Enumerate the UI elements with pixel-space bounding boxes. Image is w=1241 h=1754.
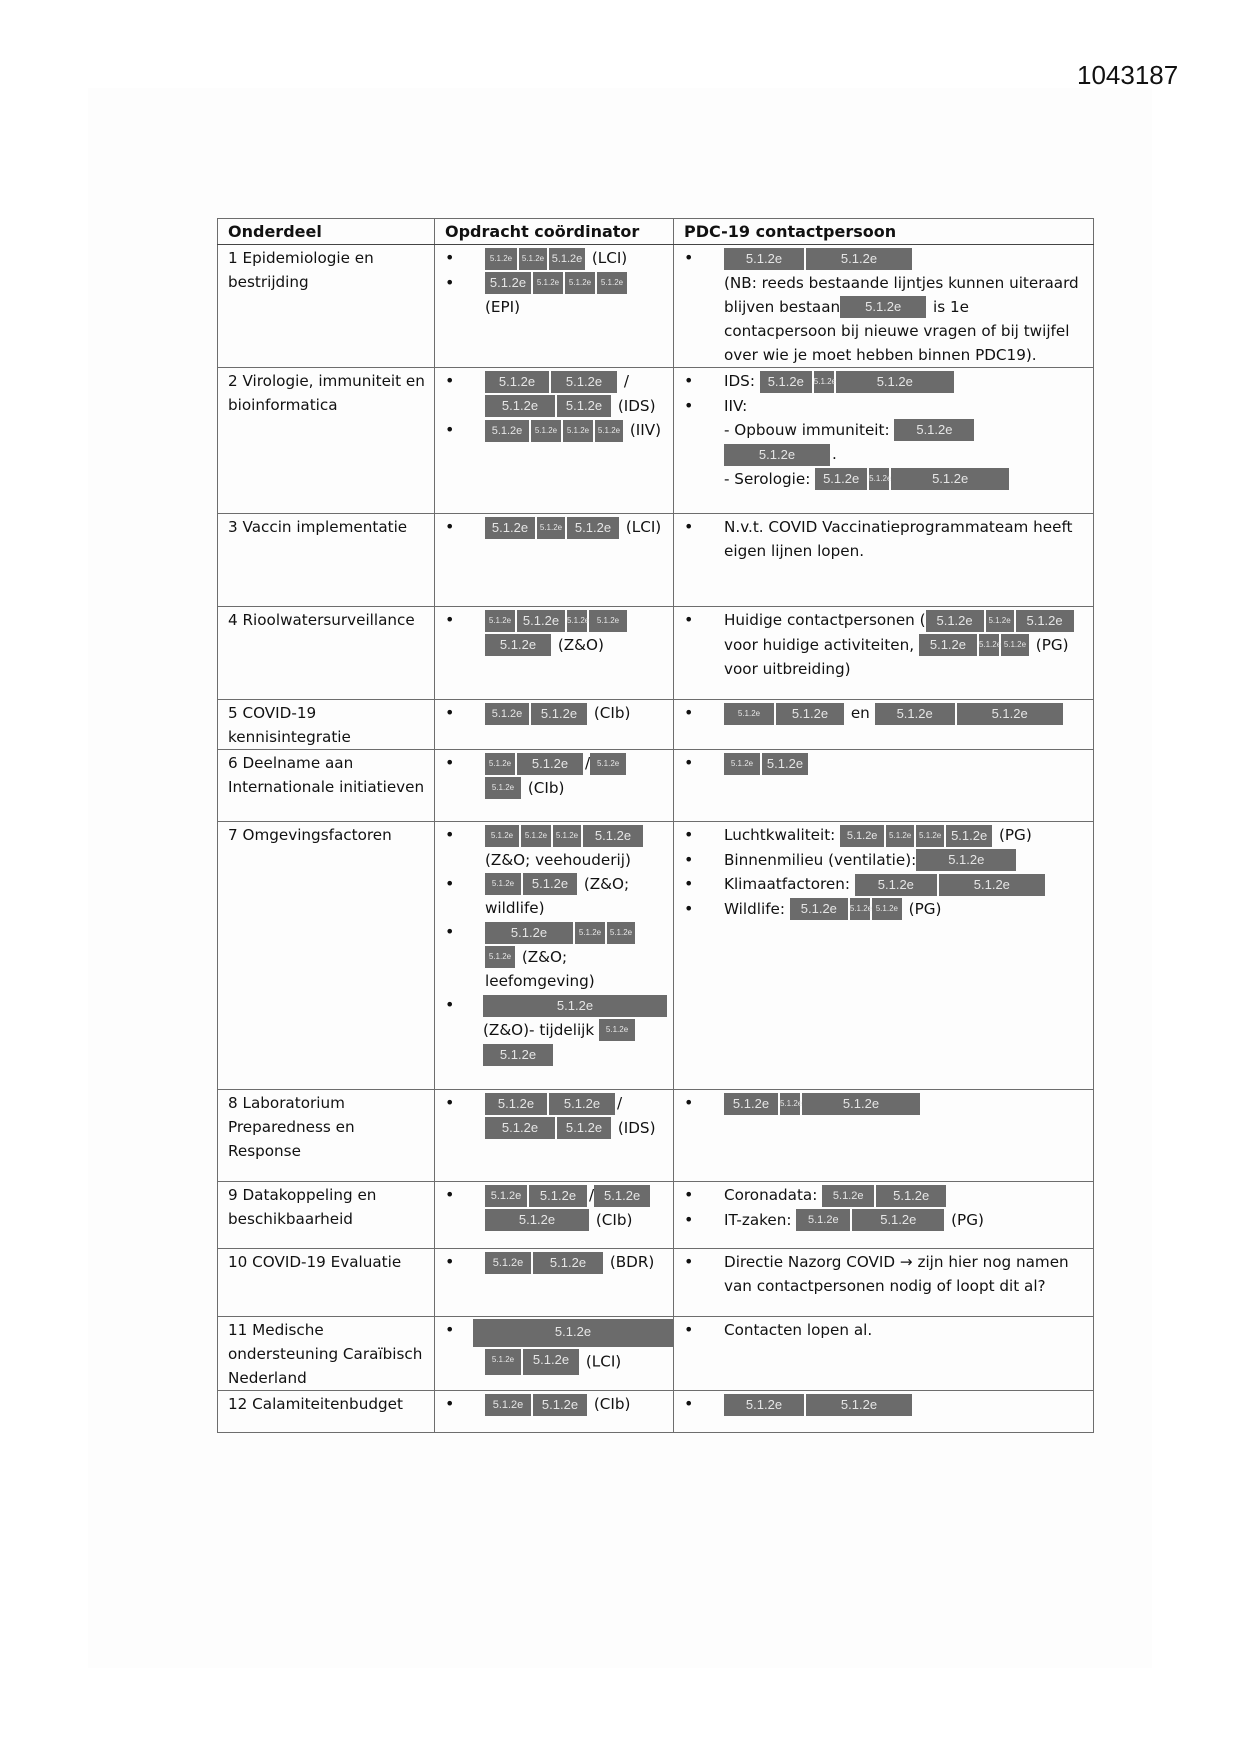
redaction: 5.1.2e xyxy=(565,272,595,294)
redaction: 5.1.2e xyxy=(855,874,937,896)
list-item xyxy=(684,701,1085,726)
table-row xyxy=(218,514,1094,607)
cell-opdracht xyxy=(435,1090,674,1182)
unit-label: (LCI) xyxy=(625,518,662,536)
cell-opdracht xyxy=(435,514,674,607)
redaction: 5.1.2e xyxy=(724,753,760,775)
unit-label: (EPI) xyxy=(485,298,521,316)
cell-pdc xyxy=(674,1249,1094,1317)
label: Wildlife: xyxy=(724,899,786,918)
table-row xyxy=(218,1090,1094,1182)
redaction: 5.1.2e xyxy=(796,1209,850,1231)
unit-label: (PG) xyxy=(908,899,942,918)
list-item xyxy=(445,872,665,921)
redaction: 5.1.2e xyxy=(485,777,521,799)
cell-opdracht xyxy=(435,368,674,514)
list-item xyxy=(445,993,665,1067)
redaction: 5.1.2e xyxy=(939,874,1045,896)
unit-label: (IDS) xyxy=(617,396,656,415)
cell-onderdeel: 4 Rioolwatersurveillance xyxy=(218,607,435,700)
redaction: 5.1.2e xyxy=(485,825,519,847)
redaction: 5.1.2e xyxy=(485,1209,589,1231)
list-item xyxy=(684,872,1085,897)
redaction: 5.1.2e xyxy=(485,1093,547,1115)
redaction: 5.1.2e xyxy=(485,371,549,393)
redaction: 5.1.2e xyxy=(891,468,1009,490)
cell-onderdeel: 3 Vaccin implementatie xyxy=(218,514,435,607)
redaction: 5.1.2e xyxy=(533,1252,603,1274)
list-item xyxy=(684,1091,1085,1116)
redaction: 5.1.2e xyxy=(553,825,581,847)
unit-label: (BDR) xyxy=(609,1253,655,1271)
redaction: 5.1.2e xyxy=(485,517,535,539)
cell-pdc xyxy=(674,245,1094,368)
cell-opdracht xyxy=(435,1182,674,1249)
redaction: 5.1.2e xyxy=(1016,610,1074,632)
list-item xyxy=(684,751,1085,776)
redaction: 5.1.2e xyxy=(822,1185,874,1207)
redaction: 5.1.2e xyxy=(916,825,944,847)
redaction: 5.1.2e xyxy=(1001,634,1029,656)
label: IDS: xyxy=(724,372,755,390)
redaction: 5.1.2e xyxy=(607,922,635,944)
list-item xyxy=(684,823,1085,848)
table-row xyxy=(218,1317,1094,1391)
redaction: 5.1.2e xyxy=(806,248,912,270)
redaction: 5.1.2e xyxy=(551,371,617,393)
unit-label: (IDS) xyxy=(617,1118,656,1137)
redaction: 5.1.2e xyxy=(780,1093,800,1115)
redaction: 5.1.2e xyxy=(802,1093,920,1115)
text: voor huidige activiteiten, xyxy=(724,635,915,654)
separator: / xyxy=(617,1094,623,1112)
cell-pdc xyxy=(674,514,1094,607)
table-row xyxy=(218,368,1094,514)
unit-label: (Z&O)- tijdelijk xyxy=(483,1020,595,1039)
redaction: 5.1.2e xyxy=(760,371,812,393)
redaction: 5.1.2e xyxy=(836,371,954,393)
unit-label: (CIb) xyxy=(527,778,565,797)
unit-label: (Z&O) xyxy=(557,635,604,654)
cell-onderdeel: 8 Laboratorium Preparedness en Response xyxy=(218,1090,435,1182)
redaction: 5.1.2e xyxy=(531,420,561,442)
list-item xyxy=(445,1091,665,1140)
table-row xyxy=(218,607,1094,700)
cell-pdc xyxy=(674,1317,1094,1391)
table-row xyxy=(218,822,1094,1090)
table-row xyxy=(218,700,1094,750)
cell-pdc xyxy=(674,822,1094,1090)
redaction: 5.1.2e xyxy=(886,825,914,847)
redaction: 5.1.2e xyxy=(762,753,808,775)
table-row xyxy=(218,245,1094,368)
list-item xyxy=(445,608,665,657)
label: IIV: xyxy=(724,396,748,415)
redaction: 5.1.2e xyxy=(724,703,774,725)
redaction: 5.1.2e xyxy=(894,419,974,441)
cell-opdracht xyxy=(435,1391,674,1433)
list-item xyxy=(445,369,665,418)
list-item xyxy=(445,1318,665,1376)
redaction: 5.1.2e xyxy=(485,922,573,944)
list-item xyxy=(684,246,1085,367)
redaction: 5.1.2e xyxy=(485,272,531,294)
redaction: 5.1.2e xyxy=(483,995,667,1017)
redaction: 5.1.2e xyxy=(485,873,521,895)
list-item xyxy=(445,515,665,540)
redaction: 5.1.2e xyxy=(485,420,529,442)
cell-onderdeel: 5 COVID-19 kennisintegratie xyxy=(218,700,435,750)
text: (PG) voor uitbreiding) xyxy=(724,635,1069,678)
list-item xyxy=(445,418,665,443)
separator: / xyxy=(589,1186,595,1204)
redaction: 5.1.2e xyxy=(557,395,611,417)
redaction: 5.1.2e xyxy=(599,1019,635,1041)
redaction: 5.1.2e xyxy=(549,1093,615,1115)
redaction: 5.1.2e xyxy=(790,898,848,920)
cell-onderdeel: 1 Epidemiologie en bestrijding xyxy=(218,245,435,368)
cell-onderdeel: 2 Virologie, immuniteit en bioinformatica xyxy=(218,368,435,514)
redaction: 5.1.2e xyxy=(776,703,844,725)
redaction: 5.1.2e xyxy=(485,1349,521,1375)
text: Huidige contactpersonen ( xyxy=(724,611,926,629)
cell-pdc xyxy=(674,1182,1094,1249)
list-item xyxy=(684,394,1085,492)
list-item xyxy=(445,920,665,993)
cell-opdracht xyxy=(435,245,674,368)
redaction: 5.1.2e xyxy=(523,1349,579,1375)
list-item xyxy=(445,701,665,726)
list-item xyxy=(684,1392,1085,1417)
unit-label: (PG) xyxy=(951,1210,984,1229)
cell-opdracht xyxy=(435,607,674,700)
redaction: 5.1.2e xyxy=(979,634,999,656)
cell-pdc xyxy=(674,750,1094,822)
redaction: 5.1.2e xyxy=(589,610,627,632)
redaction: 5.1.2e xyxy=(533,272,563,294)
redaction: 5.1.2e xyxy=(724,1394,804,1416)
cell-opdracht xyxy=(435,822,674,1090)
cell-opdracht xyxy=(435,750,674,822)
redaction: 5.1.2e xyxy=(957,703,1063,725)
cell-onderdeel: 10 COVID-19 Evaluatie xyxy=(218,1249,435,1317)
list-item xyxy=(684,897,1085,922)
redaction: 5.1.2e xyxy=(814,371,834,393)
redaction: 5.1.2e xyxy=(485,753,515,775)
redaction: 5.1.2e xyxy=(531,703,587,725)
list-item: • N.v.t. COVID Vaccinatieprogrammateam heeft eigen lijnen lopen. xyxy=(684,515,1085,563)
redaction: 5.1.2e xyxy=(872,898,902,920)
redaction: 5.1.2e xyxy=(529,1185,587,1207)
note-text: is 1e contacpersoon bij nieuwe vragen of bij twijfel over wie je moet hebben binnen PDC19). xyxy=(724,297,1070,364)
redaction: 5.1.2e xyxy=(521,825,551,847)
list-item xyxy=(445,1392,665,1417)
redaction: 5.1.2e xyxy=(595,420,623,442)
list-item xyxy=(445,246,665,271)
redaction: 5.1.2e xyxy=(485,1252,531,1274)
unit-label: (PG) xyxy=(998,826,1032,844)
cell-onderdeel: 7 Omgevingsfactoren xyxy=(218,822,435,1090)
header-onderdeel: Onderdeel xyxy=(218,219,435,245)
label: - Opbouw immuniteit: xyxy=(724,420,890,439)
list-item xyxy=(445,1250,665,1275)
list-item xyxy=(684,1208,1085,1233)
redaction: 5.1.2e xyxy=(483,1044,553,1066)
list-item xyxy=(445,823,665,872)
redaction: 5.1.2e xyxy=(575,922,605,944)
redaction: 5.1.2e xyxy=(594,1185,650,1207)
label: Klimaatfactoren: xyxy=(724,875,851,893)
redaction: 5.1.2e xyxy=(485,1394,531,1416)
label: IT-zaken: xyxy=(724,1210,792,1229)
redaction: 5.1.2e xyxy=(549,248,585,270)
redaction: 5.1.2e xyxy=(523,873,577,895)
redaction: 5.1.2e xyxy=(724,1093,778,1115)
redaction: 5.1.2e xyxy=(485,703,529,725)
redaction: 5.1.2e xyxy=(597,272,627,294)
list-item xyxy=(684,848,1085,873)
redaction: 5.1.2e xyxy=(926,610,984,632)
cell-onderdeel: 9 Datakoppeling en beschikbaarheid xyxy=(218,1182,435,1249)
cell-pdc xyxy=(674,368,1094,514)
redaction: 5.1.2e xyxy=(852,1209,944,1231)
separator: / xyxy=(623,372,629,390)
redaction: 5.1.2e xyxy=(840,825,884,847)
redaction: 5.1.2e xyxy=(537,517,565,539)
cell-opdracht xyxy=(435,1249,674,1317)
cell-onderdeel: 6 Deelname aan Internationale initiatieven xyxy=(218,750,435,822)
redaction: 5.1.2e xyxy=(517,753,583,775)
redaction: 5.1.2e xyxy=(485,1117,555,1139)
separator: / xyxy=(585,754,591,772)
cell-pdc xyxy=(674,607,1094,700)
redaction: 5.1.2e xyxy=(590,753,626,775)
redaction: 5.1.2e xyxy=(563,420,593,442)
label: Coronadata: xyxy=(724,1186,818,1204)
redaction: 5.1.2e xyxy=(485,395,555,417)
unit-label: (Z&O; wildlife) xyxy=(485,874,630,917)
list-item xyxy=(445,1183,665,1232)
list-item xyxy=(684,1183,1085,1208)
header-opdracht: Opdracht coördinator xyxy=(435,219,674,245)
cell-onderdeel: 12 Calamiteitenbudget xyxy=(218,1391,435,1433)
label: Luchtkwaliteit: xyxy=(724,826,836,844)
unit-label: (Z&O; veehouderij) xyxy=(485,850,631,869)
table-row xyxy=(218,1391,1094,1433)
redaction: 5.1.2e xyxy=(724,248,804,270)
cell-pdc xyxy=(674,1090,1094,1182)
unit-label: (Z&O; leefomgeving) xyxy=(485,947,595,990)
redaction: 5.1.2e xyxy=(850,898,870,920)
header-pdc: PDC-19 contactpersoon xyxy=(674,219,1094,245)
list-item xyxy=(684,608,1085,681)
redaction: 5.1.2e xyxy=(485,610,515,632)
table-row xyxy=(218,1182,1094,1249)
redaction: 5.1.2e xyxy=(869,468,889,490)
unit-label: (LCI) xyxy=(585,1352,622,1371)
redaction: 5.1.2e xyxy=(876,1185,946,1207)
redaction: 5.1.2e xyxy=(567,610,587,632)
redaction: 5.1.2e xyxy=(919,634,977,656)
redaction: 5.1.2e xyxy=(567,517,619,539)
document-id: 1043187 xyxy=(1077,60,1179,90)
redaction: 5.1.2e xyxy=(533,1394,587,1416)
redaction: 5.1.2e xyxy=(806,1394,912,1416)
redaction: 5.1.2e xyxy=(485,634,551,656)
text: en xyxy=(850,704,870,722)
cell-pdc xyxy=(674,1391,1094,1433)
list-item xyxy=(445,751,665,800)
unit-label: (IIV) xyxy=(629,421,662,439)
redaction: 5.1.2e xyxy=(916,849,1016,871)
redaction: 5.1.2e xyxy=(583,825,643,847)
redaction: 5.1.2e xyxy=(517,610,565,632)
coordination-table xyxy=(217,218,1094,1433)
unit-label: (CIb) xyxy=(595,1210,633,1229)
table-row xyxy=(218,1249,1094,1317)
cell-onderdeel: 11 Medische ondersteuning Caraïbisch Nederland xyxy=(218,1317,435,1391)
redaction: 5.1.2e xyxy=(946,825,992,847)
table-header-row xyxy=(218,219,1094,245)
redaction: 5.1.2e xyxy=(473,1319,673,1347)
list-item: • Directie Nazorg COVID → zijn hier nog namen van contactpersonen nodig of loopt dit al? xyxy=(684,1250,1085,1298)
redaction: 5.1.2e xyxy=(485,248,517,270)
cell-opdracht xyxy=(435,700,674,750)
list-item: • Contacten lopen al. xyxy=(684,1318,1085,1342)
cell-opdracht xyxy=(435,1317,674,1391)
punctuation: . xyxy=(832,445,837,463)
redaction: 5.1.2e xyxy=(986,610,1014,632)
redaction: 5.1.2e xyxy=(875,703,955,725)
note-text: (NB: reeds bestaande lijntjes kunnen uiteraard blijven bestaan xyxy=(724,273,1079,316)
redaction: 5.1.2e xyxy=(557,1117,611,1139)
unit-label: (LCI) xyxy=(591,249,628,267)
redaction: 5.1.2e xyxy=(815,468,867,490)
redaction: 5.1.2e xyxy=(840,296,926,318)
redaction: 5.1.2e xyxy=(724,444,830,466)
list-item xyxy=(445,271,665,320)
redaction: 5.1.2e xyxy=(485,1185,527,1207)
unit-label: (CIb) xyxy=(593,1395,631,1413)
list-item xyxy=(684,369,1085,394)
unit-label: (CIb) xyxy=(593,704,631,722)
redaction: 5.1.2e xyxy=(485,946,515,968)
cell-pdc xyxy=(674,700,1094,750)
table-row xyxy=(218,750,1094,822)
label: Binnenmilieu (ventilatie): xyxy=(724,850,917,869)
label: - Serologie: xyxy=(724,469,811,488)
redaction: 5.1.2e xyxy=(519,248,547,270)
